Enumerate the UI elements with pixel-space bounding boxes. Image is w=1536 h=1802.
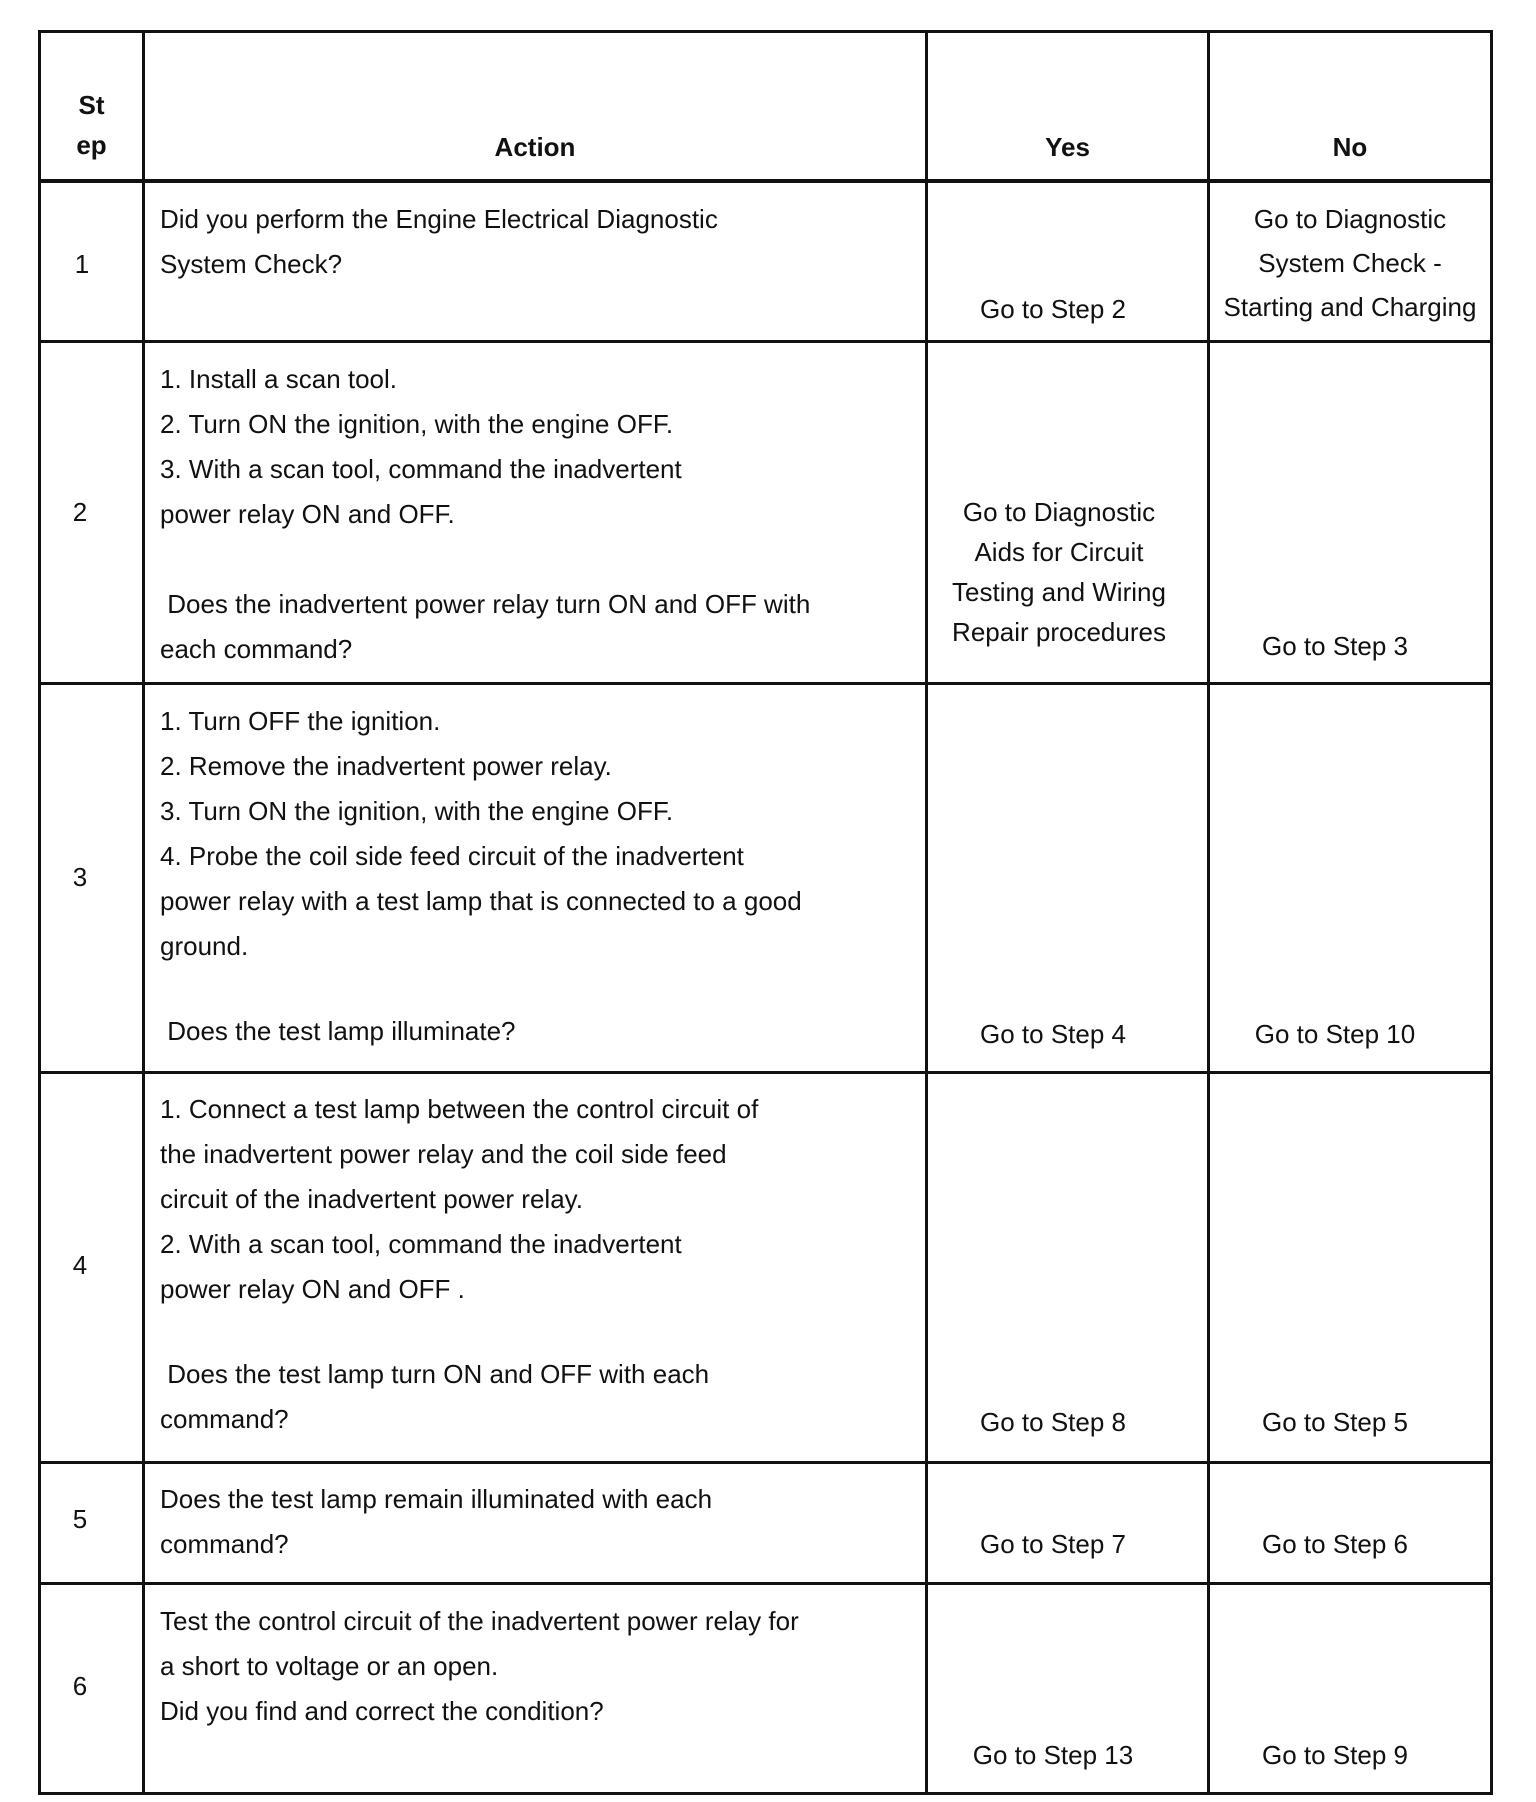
table-row-action: 1. Install a scan tool. 2. Turn ON the ignition, with the engine OFF. 3. With a scan tool, command the inadvertent power relay ON and OFF. Does the inadvertent power relay turn ON and OFF with each command? <box>160 364 811 664</box>
row-separator <box>38 1582 1493 1585</box>
row-separator <box>38 340 1493 343</box>
table-row-no: Go to Step 6 <box>1262 1529 1408 1559</box>
table-row-step: 1 <box>74 249 90 279</box>
row-separator <box>38 1071 1493 1074</box>
table-row-yes: Go to Step 2 <box>980 294 1126 324</box>
table-row-no: Go to Step 3 <box>1262 631 1408 661</box>
table-row-step: 4 <box>72 1250 88 1280</box>
header-separator <box>38 179 1493 183</box>
header-step <box>41 85 142 165</box>
table-row-no: Go to Step 10 <box>1254 1019 1416 1049</box>
table-row-step: 2 <box>72 497 88 527</box>
table-border-top <box>38 30 1493 33</box>
column-separator <box>142 30 145 1795</box>
table-row-step: 3 <box>72 862 88 892</box>
table-row-yes: Go to Diagnostic Aids for Circuit Testing and Wiring Repair procedures <box>952 497 1166 647</box>
table-row-step: 5 <box>72 1504 88 1534</box>
table-row-no: Go to Diagnostic System Check - Starting and Charging <box>1223 204 1477 322</box>
table-row-yes: Go to Step 7 <box>980 1529 1126 1559</box>
row-separator <box>38 1461 1493 1464</box>
table-row-action: Test the control circuit of the inadvertent power relay for a short to voltage or an open. Did you find and correct the condition? <box>160 1606 799 1726</box>
table-row-no: Go to Step 9 <box>1262 1740 1408 1770</box>
header-no: No <box>1332 132 1368 162</box>
table-row-yes: Go to Step 8 <box>980 1407 1126 1437</box>
table-row-action: 1. Connect a test lamp between the control circuit of the inadvertent power relay and the coil side feed circuit of the inadvertent power relay. 2. With a scan tool, command the inadvertent power relay ON and OFF . Does the test lamp turn ON and OFF with each command? <box>160 1094 759 1434</box>
table-border-bottom <box>38 1792 1493 1795</box>
table-row-yes: Go to Step 4 <box>980 1019 1126 1049</box>
header-yes: Yes <box>1045 132 1090 162</box>
table-row-action: 1. Turn OFF the ignition. 2. Remove the inadvertent power relay. 3. Turn ON the ignition, with the engine OFF. 4. Probe the coil side feed circuit of the inadvertent power relay with a test lamp that is connected to a good ground. Does the test lamp illuminate? <box>160 706 802 1046</box>
header-action: Action <box>494 132 576 162</box>
table-row-yes: Go to Step 13 <box>972 1740 1134 1770</box>
header-step-text: St ep <box>76 90 107 160</box>
table-border-right <box>1490 30 1493 1795</box>
table-row-action: Did you perform the Engine Electrical Diagnostic System Check? <box>160 204 718 279</box>
row-separator <box>38 682 1493 685</box>
table-row-action: Does the test lamp remain illuminated with each command? <box>160 1484 713 1559</box>
table-row-step: 6 <box>72 1671 88 1701</box>
table-row-no: Go to Step 5 <box>1262 1407 1408 1437</box>
